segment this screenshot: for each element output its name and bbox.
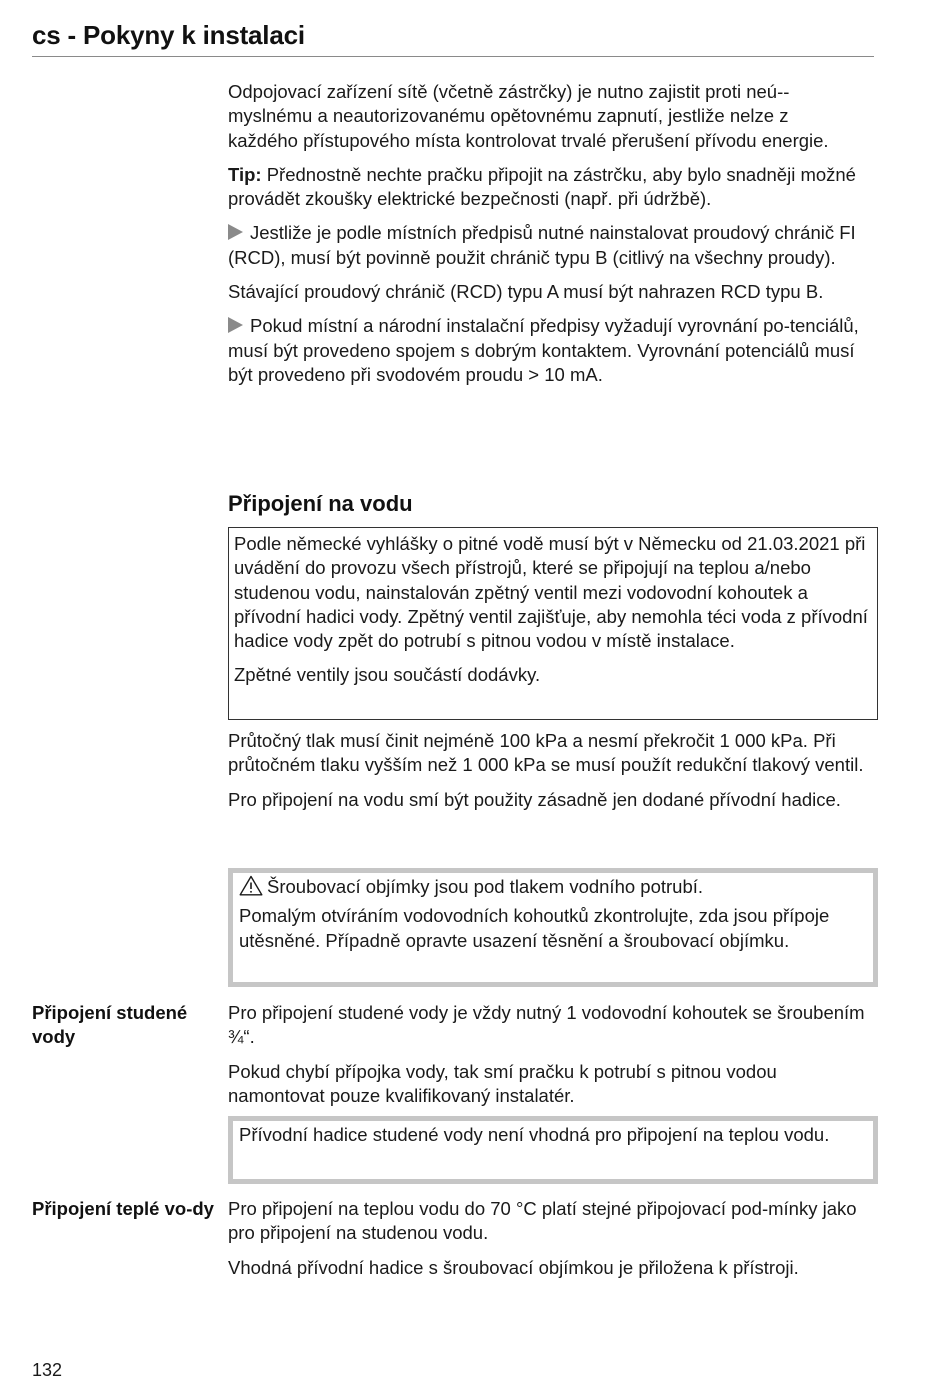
electrical-section bbox=[228, 80, 878, 387]
cold-water-side-heading: Připojení studené vody bbox=[32, 1002, 188, 1047]
tip-text: Přednostně nechte pračku připojit na zástrčku, aby bylo snadněji možné provádět zkoušky elektrické bezpečnosti (např. při údržbě). bbox=[228, 163, 856, 210]
cold-water-installer: Pokud chybí přípojka vody, tak smí pračku k potrubí s pitnou vodou namontovat pouze kvalifikovaný instalatér. bbox=[228, 1060, 777, 1106]
pressure-warning bbox=[228, 868, 878, 987]
play-triangle-icon bbox=[228, 224, 243, 240]
rcd-instruction-text: Jestliže je podle místních předpisů nutné nainstalovat proudový chránič FI (RCD), musí být povinně použit chránič typu B (citlivý na všechny proudy). bbox=[228, 222, 856, 268]
hot-water-hose: Vhodná přívodní hadice s šroubovací objímkou je přiložena k přístroji. bbox=[228, 1256, 799, 1278]
warning-title-text: Šroubovací objímky jsou pod tlakem vodního potrubí. bbox=[267, 876, 704, 897]
cold-hose-note-text: Přívodní hadice studené vody není vhodná pro připojení na teplou vodu. bbox=[239, 1124, 830, 1145]
cold-water-section bbox=[228, 1001, 878, 1108]
play-triangle-icon bbox=[228, 317, 243, 333]
equipotential-instruction bbox=[228, 314, 878, 387]
page-number: 132 bbox=[32, 1360, 63, 1380]
warning-text: Pomalým otvíráním vodovodních kohoutků zkontrolujte, zda jsou přípoje utěsněné. Případně opravte usazení těsnění a šroubovací objímku. bbox=[239, 905, 830, 951]
pressure-paragraph: Průtočný tlak musí činit nejméně 100 kPa a nesmí překročit 1 000 kPa. Při průtočném tlaku vyšším než 1 000 kPa se musí použít redukční tlakový ventil. bbox=[228, 730, 864, 776]
page-title: cs - Pokyny k instalaci bbox=[32, 20, 305, 50]
notice-supply-note: Zpětné ventily jsou součástí dodávky. bbox=[234, 664, 541, 686]
tip-paragraph bbox=[228, 163, 878, 212]
water-heading: Připojení na vodu bbox=[228, 491, 413, 516]
hoses-paragraph: Pro připojení na vodu smí být použity zásadně jen dodané přívodní hadice. bbox=[228, 788, 841, 810]
tip-label: Tip: bbox=[228, 163, 262, 185]
drinking-water-notice bbox=[228, 527, 878, 720]
rcd-instruction bbox=[228, 221, 878, 270]
page-header bbox=[32, 20, 874, 57]
equipotential-text: Pokud místní a národní instalační předpisy vyžadují vyrovnání po-tenciálů, musí být provedeno spojem s dobrým kontaktem. Vyrovnání potenciálů musí být provedeno při svodovém proudu > 10 mA. bbox=[228, 315, 859, 385]
hot-water-side-heading: Připojení teplé vo-dy bbox=[32, 1198, 214, 1219]
warning-title bbox=[239, 875, 867, 902]
rcd-note: Stávající proudový chránič (RCD) typu A musí být nahrazen RCD typu B. bbox=[228, 281, 824, 303]
cold-water-tap: Pro připojení studené vody je vždy nutný 1 vodovodní kohoutek se šroubením ¾“. bbox=[228, 1002, 865, 1048]
hot-water-section bbox=[228, 1197, 878, 1280]
disconnect-paragraph: Odpojovací zařízení sítě (včetně zástrčky) je nutno zajistit proti neú-myslnému a neautorizovanému opětovnému zapnutí, jestliže nelze z každého přístupového místa kontrolovat trvalé přerušení přívodu energie. bbox=[228, 81, 829, 151]
notice-paragraph: Podle německé vyhlášky o pitné vodě musí být v Německu od 21.03.2021 při uvádění do provozu všech přístrojů, které se připojují na teplou a/nebo studenou vodu, nainstalován zpětný ventil mezi vodovodní kohoutek a přívodní hadici vody. Zpětný ventil zajišťuje, aby nemohla téci voda z přívodní hadice vody zpět do potrubí s pitnou vodou v místě instalace. bbox=[234, 533, 868, 652]
cold-hose-note bbox=[228, 1116, 878, 1184]
pressure-section bbox=[228, 729, 878, 812]
hot-water-conditions: Pro připojení na teplou vodu do 70 °C platí stejné připojovací pod-mínky jako pro připojení na studenou vodu. bbox=[228, 1198, 857, 1244]
warning-triangle-icon bbox=[239, 875, 263, 902]
